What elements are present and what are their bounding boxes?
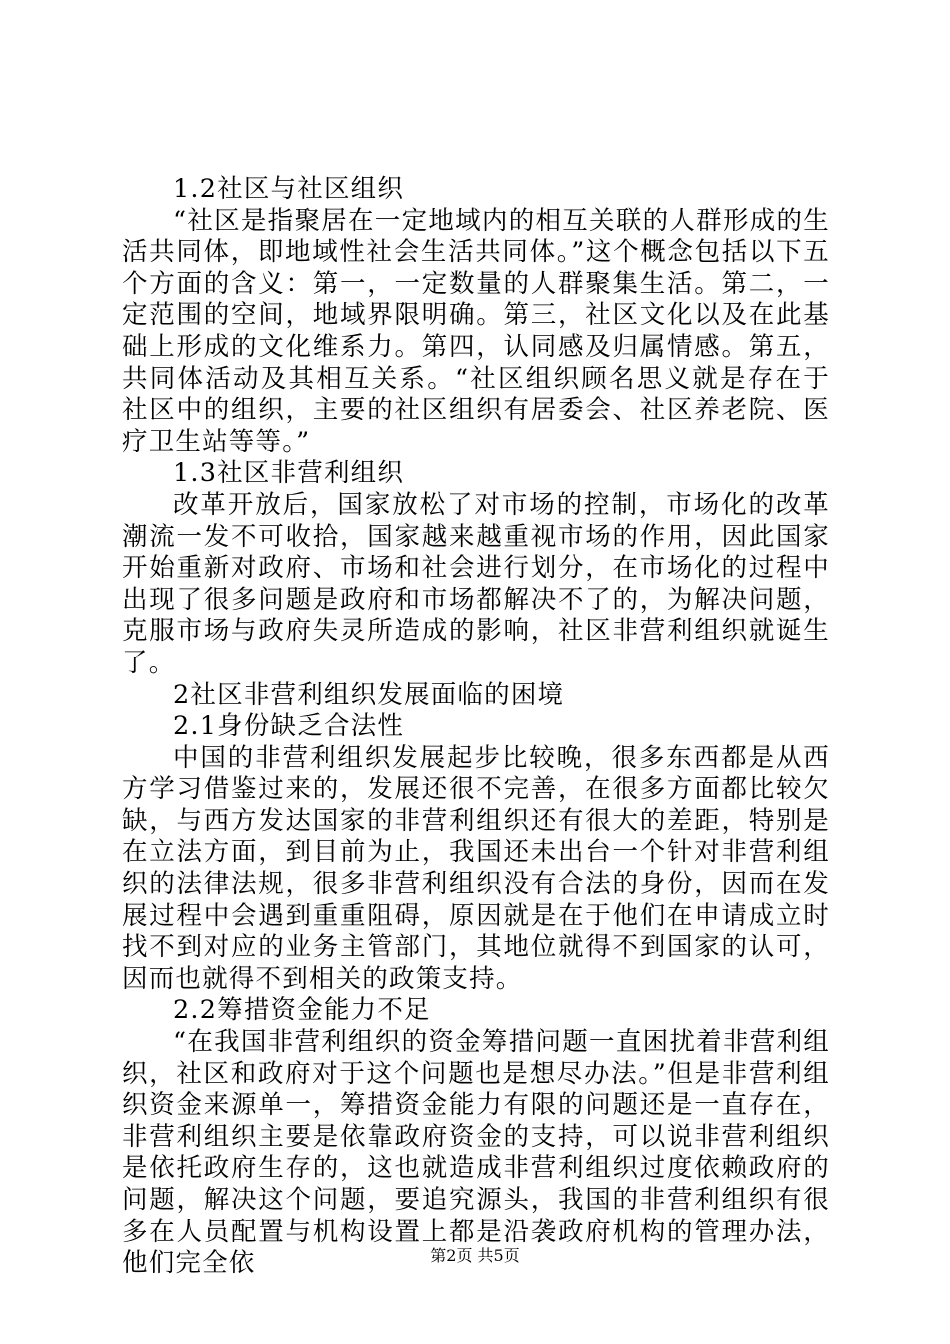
document-body bbox=[122, 174, 830, 1280]
page-number-footer: 第2页 共5页 bbox=[430, 1246, 520, 1265]
paragraph-nonprofit-origin: 改革开放后，国家放松了对市场的控制，市场化的改革潮流一发不可收拾，国家越来越重视市场的作用，因此国家开始重新对政府、市场和社会进行划分，在市场化的过程中出现了很多问题是政府和市场都解决不了的，为解决问题，克服市场与政府失灵所造成的影响，社区非营利组织就诞生了。 bbox=[122, 489, 830, 678]
section-heading-1-2: 1.2社区与社区组织 bbox=[173, 174, 405, 204]
paragraph-community-definition: “社区是指聚居在一定地域内的相互关联的人群形成的生活共同体，即地域性社会生活共同体。”这个概念包括以下五个方面的含义：第一，一定数量的人群聚集生活。第二，一定范围的空间，地域界限明确。第三，社区文化以及在此基础上形成的文化维系力。第四，认同感及归属情感。第五，共同体活动及其相互关系。“社区组织顾名思义就是存在于社区中的组织，主要的社区组织有居委会、社区养老院、医疗卫生站等等。” bbox=[122, 205, 830, 457]
section-heading-2-2: 2.2筹措资金能力不足 bbox=[173, 995, 431, 1026]
paragraph-funding: “在我国非营利组织的资金筹措问题一直困扰着非营利组织，社区和政府对于这个问题也是想尽办法。”但是非营利组织资金来源单一，筹措资金能力有限的问题还是一直存在，非营利组织主要是依靠政府资金的支持，可以说非营利组织是依托政府生存的，这也就造成非营利组织过度依赖政府的问题，解决这个问题，要追究源头，我国的非营利组织有很多在人员配置与机构设置上都是沿袭政府机构的管理办法，他们完全依 bbox=[122, 1027, 830, 1279]
section-heading-2-1: 2.1身份缺乏合法性 bbox=[173, 711, 405, 742]
section-heading-2: 2社区非营利组织发展面临的困境 bbox=[173, 679, 565, 710]
paragraph-legitimacy: 中国的非营利组织发展起步比较晚，很多东西都是从西方学习借鉴过来的，发展还很不完善，在很多方面都比较欠缺，与西方发达国家的非营利组织还有很大的差距，特别是在立法方面，到目前为止，我国还未出台一个针对非营利组织的法律法规，很多非营利组织没有合法的身份，因而在发展过程中会遇到重重阻碍，原因就是在于他们在申请成立时找不到对应的业务主管部门，其地位就得不到国家的认可，因而也就得不到相关的政策支持。 bbox=[122, 742, 830, 994]
section-heading-1-3: 1.3社区非营利组织 bbox=[173, 458, 405, 489]
